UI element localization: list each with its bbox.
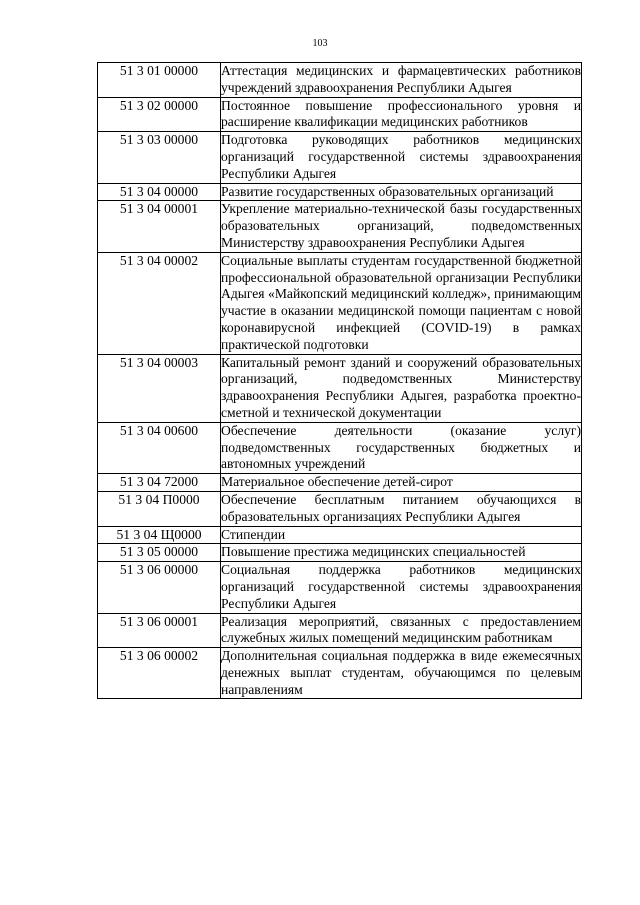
code-cell: 51 3 04 П0000 bbox=[98, 491, 221, 526]
budget-codes-table bbox=[97, 62, 582, 699]
table-row bbox=[98, 201, 582, 252]
description-cell: Материальное обеспечение детей-сирот bbox=[221, 474, 582, 492]
code-cell: 51 3 04 00002 bbox=[98, 252, 221, 354]
table-row bbox=[98, 97, 582, 132]
table-row bbox=[98, 544, 582, 562]
code-cell: 51 3 06 00000 bbox=[98, 562, 221, 613]
description-cell: Дополнительная социальная поддержка в виде ежемесячных денежных выплат студентам, обучающимся по целевым направлениям bbox=[221, 648, 582, 699]
table-row bbox=[98, 648, 582, 699]
description-cell: Обеспечение бесплатным питанием обучающихся в образовательных организациях Республики Адыгея bbox=[221, 491, 582, 526]
table-row bbox=[98, 183, 582, 201]
code-cell: 51 3 04 00600 bbox=[98, 422, 221, 473]
code-cell: 51 3 04 00003 bbox=[98, 354, 221, 422]
table-row bbox=[98, 491, 582, 526]
table-row bbox=[98, 613, 582, 648]
description-cell: Обеспечение деятельности (оказание услуг) подведомственных государственных бюджетных и автономных учреждений bbox=[221, 422, 582, 473]
description-cell: Социальная поддержка работников медицинских организаций государственной системы здравоохранения Республики Адыгея bbox=[221, 562, 582, 613]
description-cell: Повышение престижа медицинских специальностей bbox=[221, 544, 582, 562]
code-cell: 51 3 04 00001 bbox=[98, 201, 221, 252]
description-cell: Укрепление материально-технической базы государственных образовательных организаций, подведомственных Министерству здравоохранения Республики Адыгея bbox=[221, 201, 582, 252]
description-cell: Подготовка руководящих работников медицинских организаций государственной системы здравоохранения Республики Адыгея bbox=[221, 132, 582, 183]
code-cell: 51 3 04 Щ0000 bbox=[98, 526, 221, 544]
code-cell: 51 3 04 00000 bbox=[98, 183, 221, 201]
table-row bbox=[98, 422, 582, 473]
table-row bbox=[98, 562, 582, 613]
description-cell: Социальные выплаты студентам государственной бюджетной профессиональной образовательной организации Республики Адыгея «Майкопский медицинский колледж», принимающим участие в оказании медицинской помощи пациентам с новой коронавирусной инфекцией (COVID-19) в рамках практической подготовки bbox=[221, 252, 582, 354]
table-row bbox=[98, 526, 582, 544]
description-cell: Аттестация медицинских и фармацевтических работников учреждений здравоохранения Республики Адыгея bbox=[221, 63, 582, 98]
description-cell: Развитие государственных образовательных организаций bbox=[221, 183, 582, 201]
description-cell: Реализация мероприятий, связанных с предоставлением служебных жилых помещений медицинским работникам bbox=[221, 613, 582, 648]
table-row bbox=[98, 252, 582, 354]
page-number: 103 bbox=[312, 38, 328, 49]
code-cell: 51 3 06 00002 bbox=[98, 648, 221, 699]
description-cell: Стипендии bbox=[221, 526, 582, 544]
description-cell: Постоянное повышение профессионального уровня и расширение квалификации медицинских работников bbox=[221, 97, 582, 132]
code-cell: 51 3 02 00000 bbox=[98, 97, 221, 132]
code-cell: 51 3 05 00000 bbox=[98, 544, 221, 562]
code-cell: 51 3 04 72000 bbox=[98, 474, 221, 492]
table-row bbox=[98, 132, 582, 183]
table-row bbox=[98, 63, 582, 98]
description-cell: Капитальный ремонт зданий и сооружений образовательных организаций, подведомственных Министерству здравоохранения Республики Адыгея, разработка проектно-сметной и технической документации bbox=[221, 354, 582, 422]
code-cell: 51 3 06 00001 bbox=[98, 613, 221, 648]
table-row bbox=[98, 354, 582, 422]
table-row bbox=[98, 474, 582, 492]
code-cell: 51 3 01 00000 bbox=[98, 63, 221, 98]
code-cell: 51 3 03 00000 bbox=[98, 132, 221, 183]
